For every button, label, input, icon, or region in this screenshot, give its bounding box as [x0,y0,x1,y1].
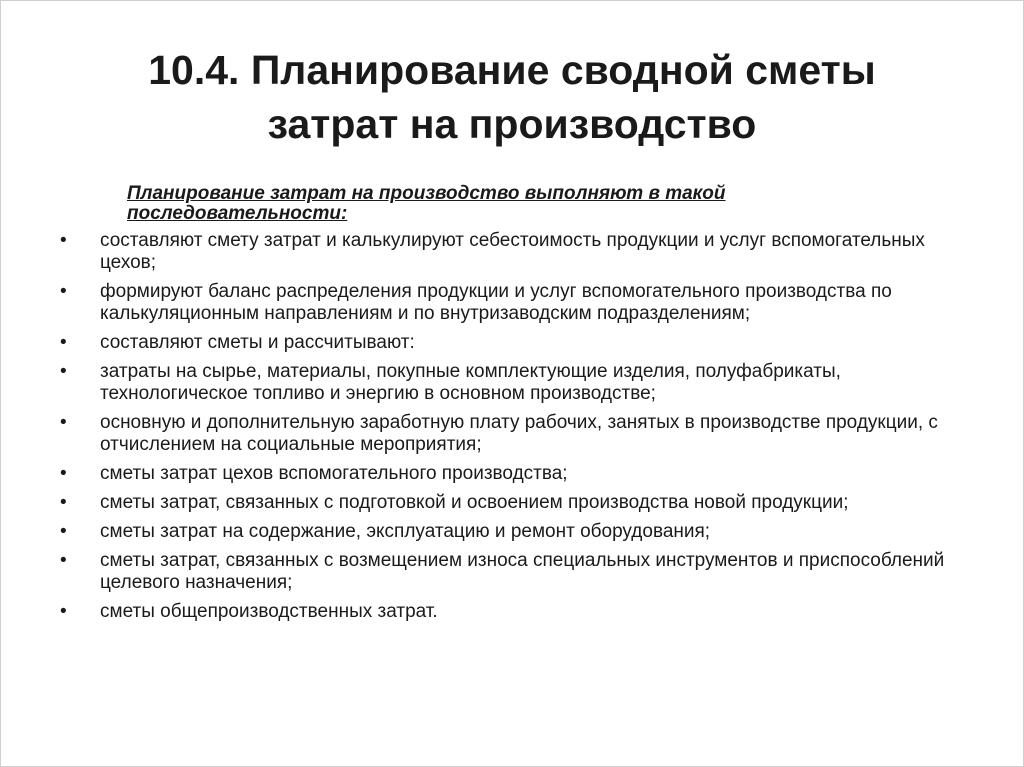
intro-text: Планирование затрат на производство выполняют в такой последовательности: [127,183,726,224]
list-item [59,281,959,325]
list-item [59,601,959,623]
bullet-icon: • [60,412,67,433]
list-item [59,230,959,274]
bullet-icon: • [60,601,67,622]
list-item [59,463,959,485]
bullet-list [59,230,959,630]
list-item-text: сметы общепроизводственных затрат. [100,601,438,622]
list-item-text: сметы затрат, связанных с возмещением износа специальных инструментов и приспособлений целевого назначения; [100,550,945,593]
list-item [59,361,959,405]
list-item-text: основную и дополнительную заработную плату рабочих, занятых в производстве продукции, с отчислением на социальные мероприятия; [100,412,938,455]
list-item-text: составляют смету затрат и калькулируют себестоимость продукции и услуг вспомогательных цехов; [100,230,925,273]
list-item-text: затраты на сырье, материалы, покупные комплектующие изделия, полуфабрикаты, технологическое топливо и энергию в основном производстве; [100,361,841,404]
bullet-icon: • [60,332,67,353]
list-item [59,521,959,543]
list-item-text: составляют сметы и рассчитывают: [100,332,415,353]
bullet-icon: • [60,230,67,251]
title-line-1: 10.4. Планирование сводной сметы [148,47,876,93]
list-item-text: формируют баланс распределения продукции и услуг вспомогательного производства по калькуляционным направлениям и по внутризаводским подразделениям; [100,281,892,324]
list-item [59,492,959,514]
bullet-icon: • [60,463,67,484]
list-item [59,412,959,456]
bullet-icon: • [60,550,67,571]
bullet-icon: • [60,492,67,513]
bullet-icon: • [60,361,67,382]
bullet-icon: • [60,281,67,302]
list-item [59,332,959,354]
list-item [59,550,959,594]
list-item-text: сметы затрат, связанных с подготовкой и освоением производства новой продукции; [100,492,849,513]
list-item-text: сметы затрат на содержание, эксплуатацию и ремонт оборудования; [100,521,711,542]
slide-title [61,43,963,151]
bullet-icon: • [60,521,67,542]
title-line-2: затрат на производство [267,101,757,147]
list-item-text: сметы затрат цехов вспомогательного производства; [100,463,568,484]
